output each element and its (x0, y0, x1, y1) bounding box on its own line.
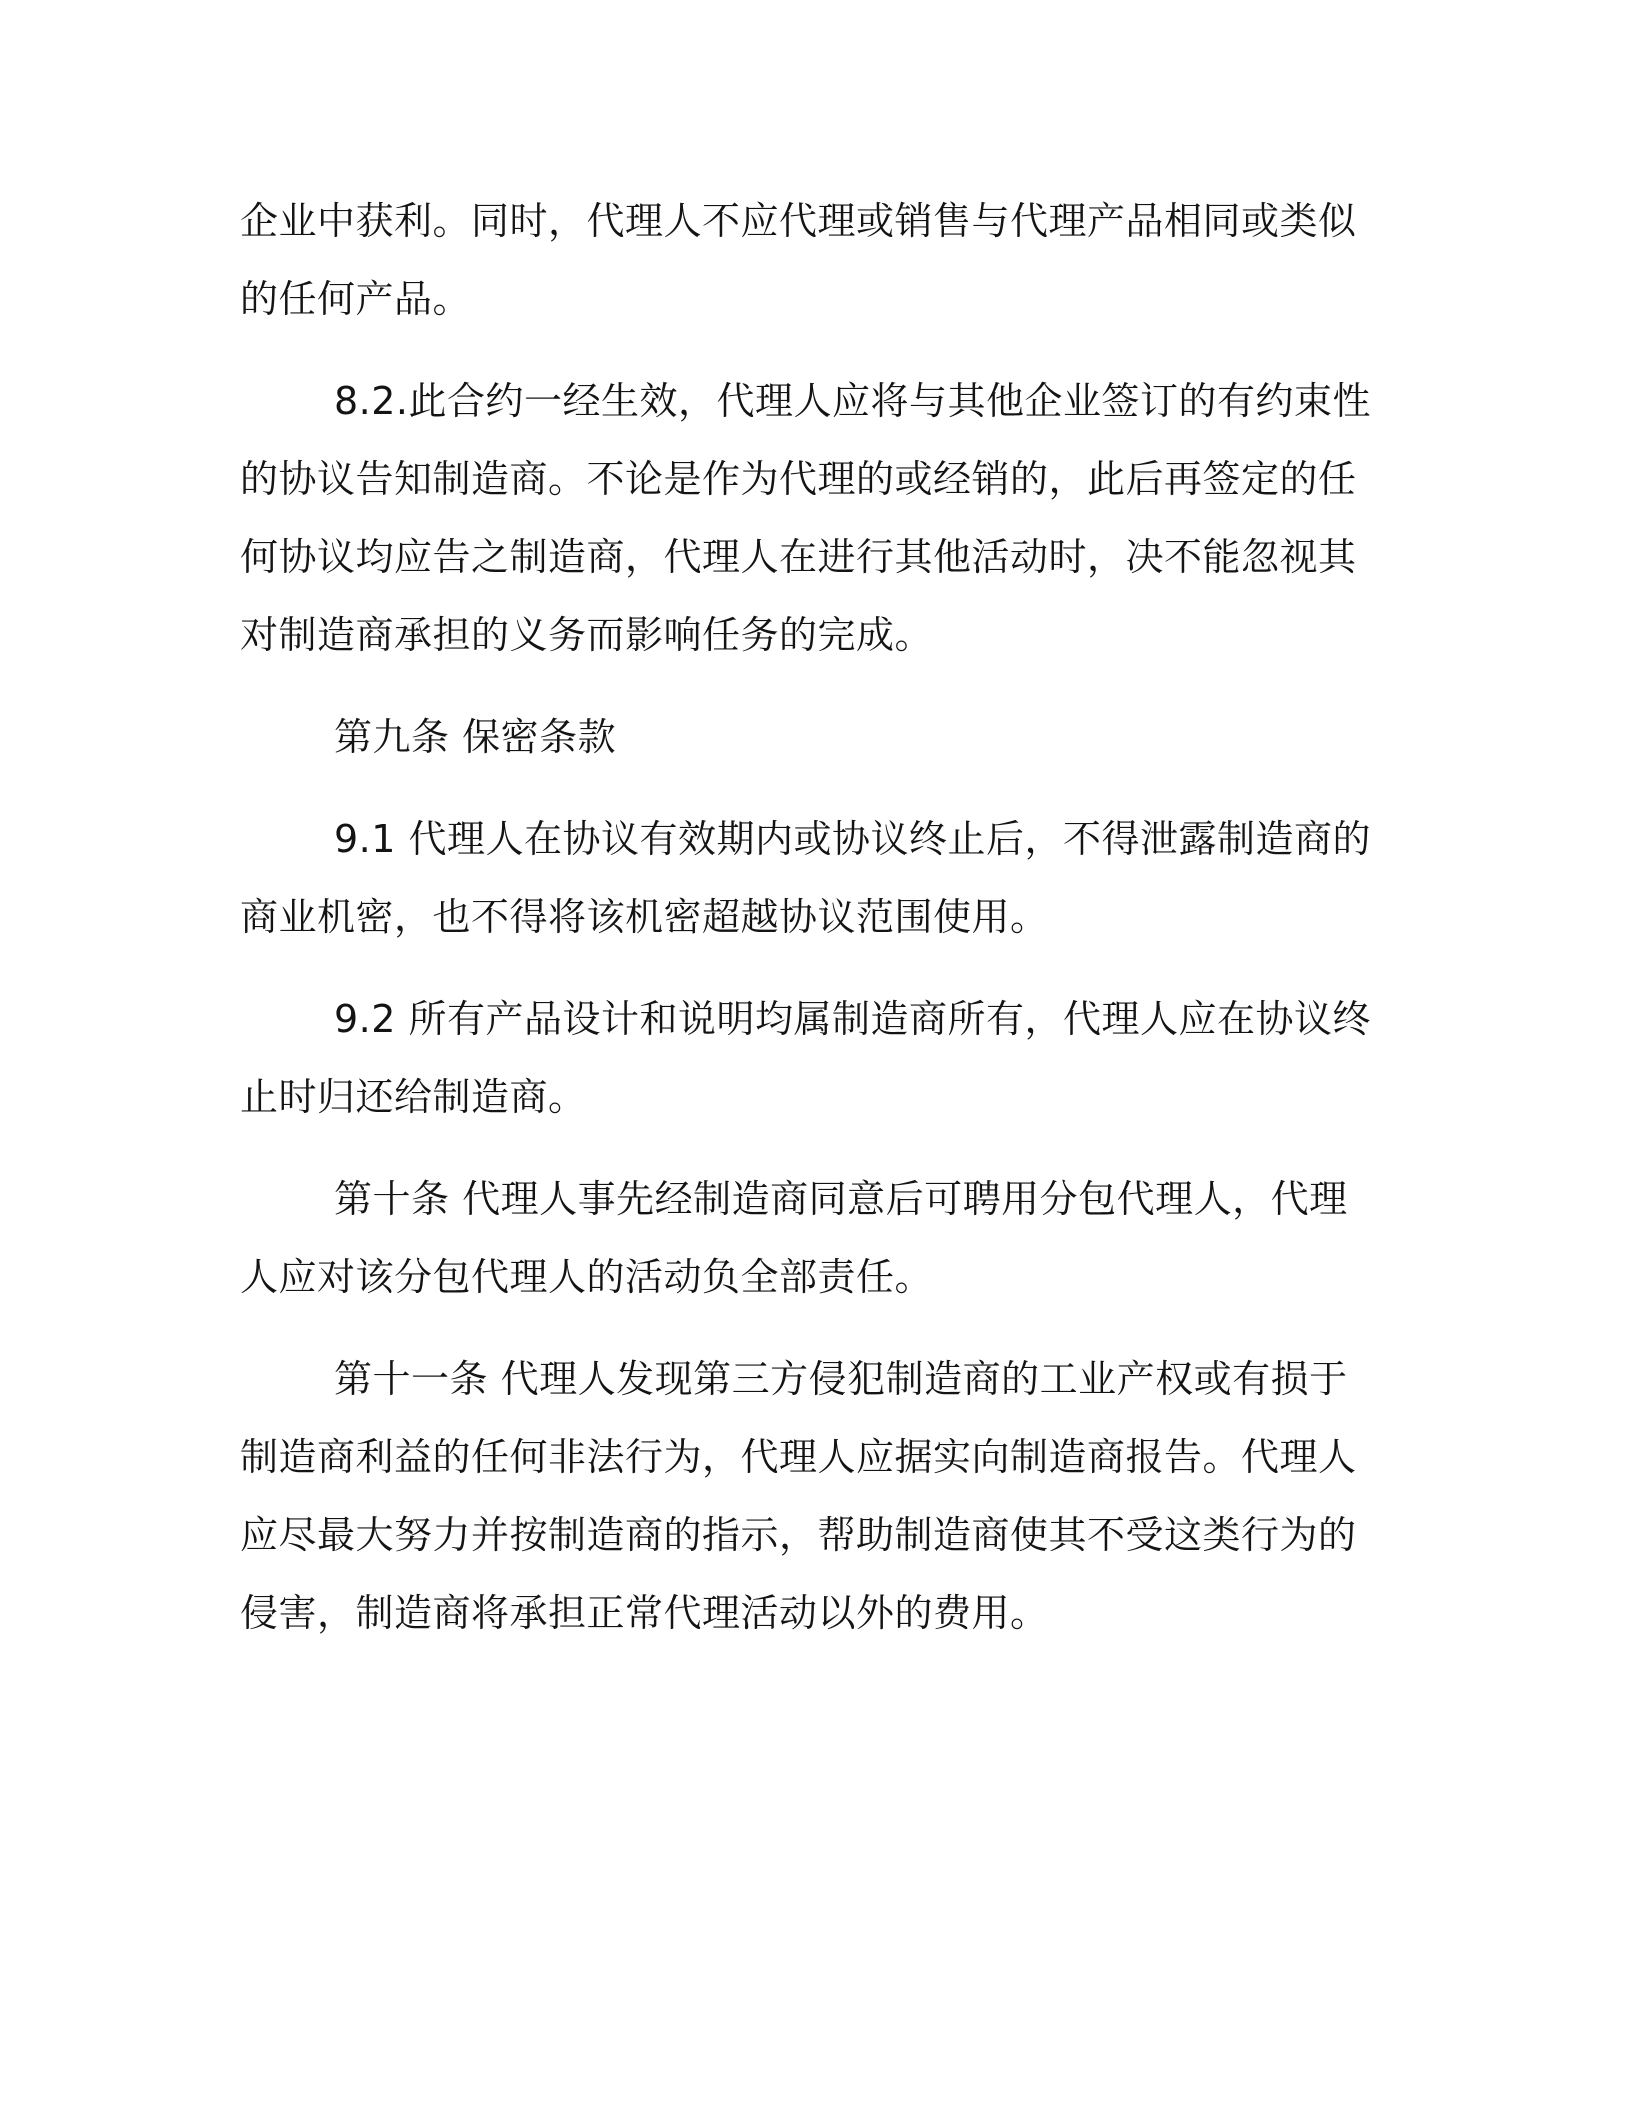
document-body (240, 182, 1380, 1652)
paragraph-8-2: 8.2.此合约一经生效，代理人应将与其他企业签订的有约束性的协议告知制造商。不论是作为代理的或经销的，此后再签定的任何协议均应告之制造商，代理人在进行其他活动时，决不能忽视其对制造商承担的义务而影响任务的完成。 (240, 379, 1372, 657)
paragraph-9-2: 9.2 所有产品设计和说明均属制造商所有，代理人应在协议终止时归还给制造商。 (240, 997, 1372, 1119)
paragraph-continuation: 企业中获利。同时，代理人不应代理或销售与代理产品相同或类似的任何产品。 (240, 199, 1357, 321)
paragraph-9-1: 9.1 代理人在协议有效期内或协议终止后，不得泄露制造商的商业机密，也不得将该机密超越协议范围使用。 (240, 817, 1372, 939)
paragraph-article-11: 第十一条 代理人发现第三方侵犯制造商的工业产权或有损于制造商利益的任何非法行为，代理人应据实向制造商报告。代理人应尽最大努力并按制造商的指示，帮助制造商使其不受这类行为的侵害，制造商将承担正常代理活动以外的费用。 (240, 1357, 1357, 1635)
paragraph-article-10: 第十条 代理人事先经制造商同意后可聘用分包代理人，代理人应对该分包代理人的活动负全部责任。 (240, 1177, 1348, 1299)
heading-article-9: 第九条 保密条款 (334, 715, 617, 759)
